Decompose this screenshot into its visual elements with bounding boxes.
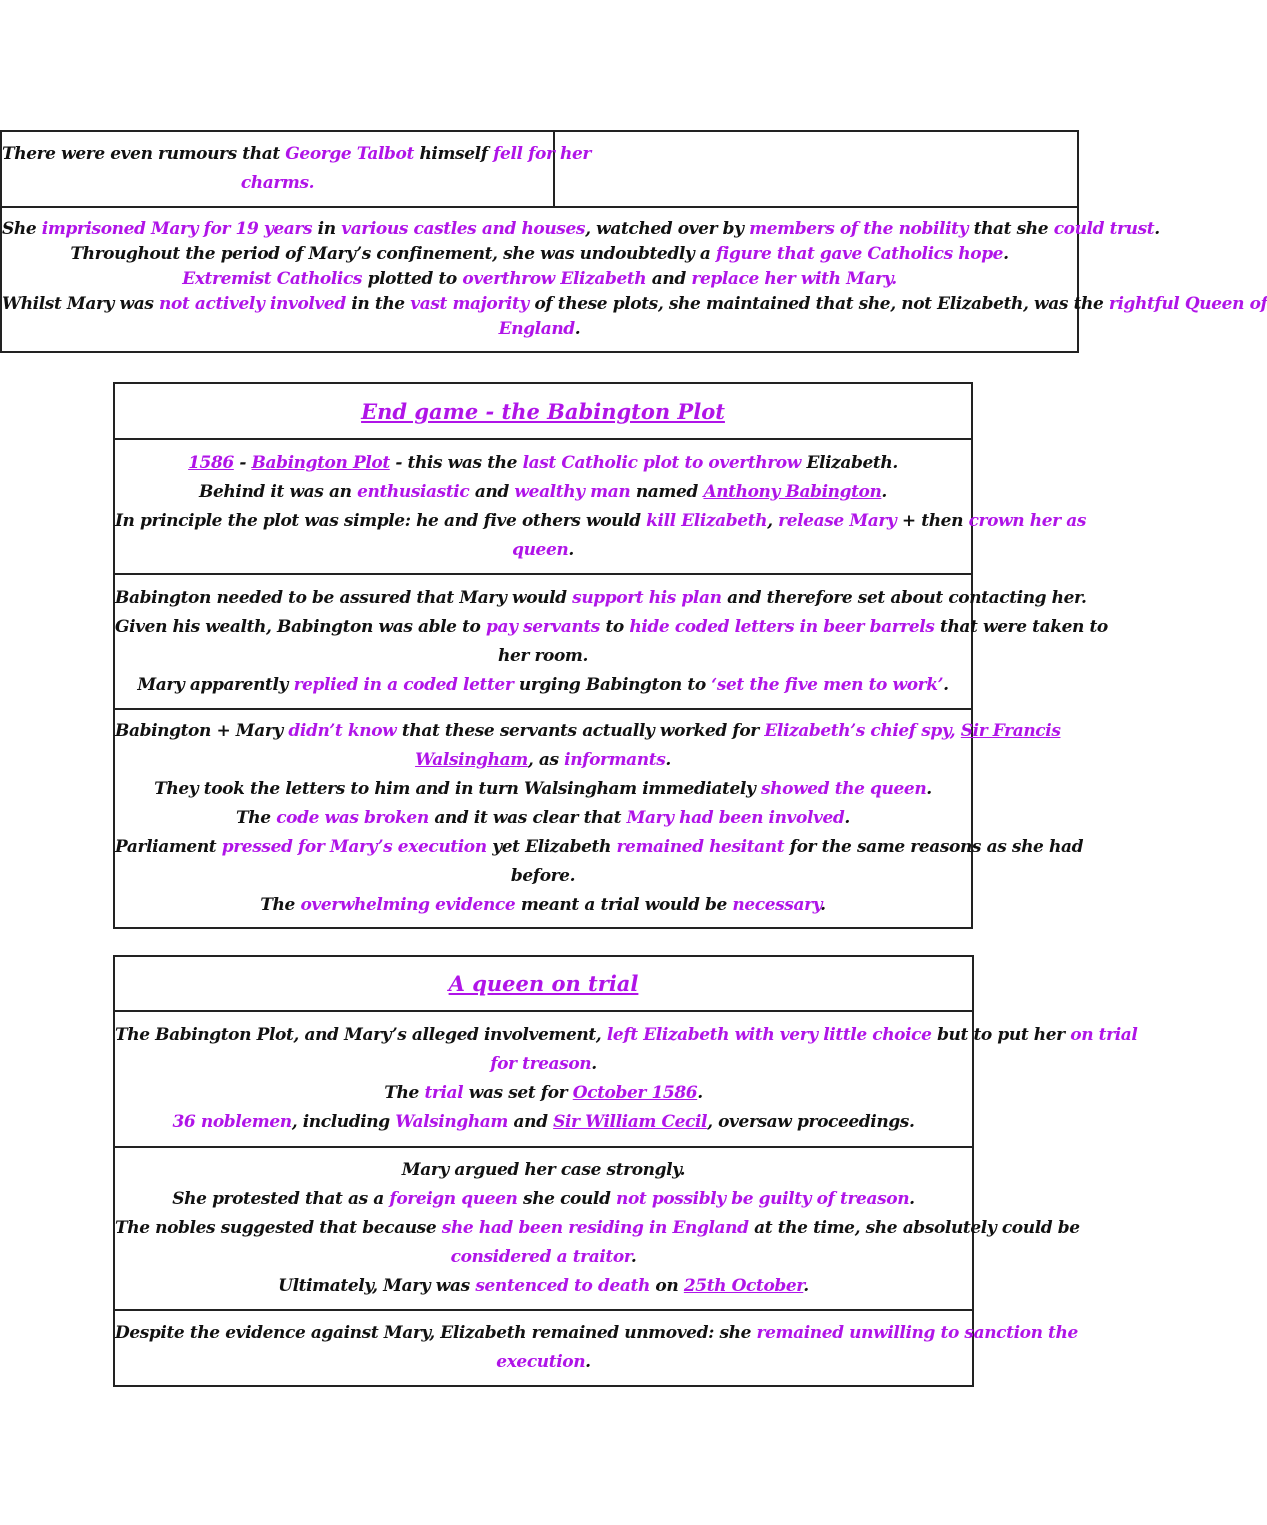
highlight: overthrow Elizabeth [462,269,647,289]
empty-cell [555,132,1077,206]
text-segment: was set for [463,1083,573,1103]
text-segment: himself [413,144,494,164]
text-line [115,536,971,565]
text-segment: + then [896,510,969,531]
top-table [0,130,1267,353]
babington-row-1 [115,440,1086,575]
highlight: fell for her [493,144,591,164]
highlight: kill Elizabeth [646,510,768,531]
text-segment: meant a trial would be [515,895,733,915]
text-segment: and [507,1112,554,1132]
highlight: figure that gave Catholics hope [716,244,1004,264]
highlight: didn’t know [288,721,397,741]
text-line [115,1319,1078,1348]
highlight: crown her as [968,510,1086,531]
underlined-highlight: Sir William Cecil [553,1112,708,1132]
text-segment: Given his wealth, Babington was able to [115,616,487,637]
text-line [115,449,971,478]
text-line [115,1272,972,1301]
text-segment: , watched over by [585,219,750,239]
text-segment: , including [291,1112,396,1132]
text-line [115,804,971,833]
highlight: showed the queen [760,779,927,799]
text-segment: her room. [498,645,588,666]
text-segment: for the same reasons as she had [784,837,1084,857]
text-segment: . [881,481,887,502]
text-segment: she could [517,1189,616,1209]
text-segment: The [236,808,277,828]
text-line [115,642,971,671]
trial-row-1 [115,1012,1138,1148]
text-segment: . [803,1276,809,1296]
text-segment: Elizabeth. [800,452,898,473]
text-segment: Behind it was an [199,481,358,502]
text-segment: , as [527,750,565,770]
text-line [115,833,1084,862]
text-line [115,746,971,775]
text-segment: Mary apparently [137,674,294,695]
text-line [115,1185,972,1214]
highlight: pay servants [486,616,600,637]
highlight: code was broken [276,808,429,828]
highlight: left Elizabeth with very little choice [606,1025,932,1045]
text-segment: on [649,1276,684,1296]
text-segment: Mary argued her case strongly. [401,1160,686,1180]
highlight: considered a traitor [450,1247,631,1267]
highlight: could trust [1053,219,1155,239]
highlight: Extremist Catholics [182,269,363,289]
text-line [115,1243,972,1272]
text-line [115,862,971,891]
text-line [115,717,1061,746]
underlined-highlight: Anthony Babington [703,481,882,502]
text-segment: Parliament [115,837,222,857]
highlight: enthusiastic [357,481,470,502]
text-segment: The [384,1083,425,1103]
underlined-highlight: 1586 [188,452,234,473]
trial-row-3 [115,1311,1078,1385]
highlight: remained hesitant [616,837,785,857]
text-line [115,1021,1138,1050]
text-segment: . [665,750,671,770]
section-title: A queen on trial [448,971,639,996]
text-segment: Throughout the period of Mary’s confinement, she was undoubtedly a [70,244,717,264]
text-line [115,478,971,507]
highlight: replace her with Mary. [691,269,897,289]
text-segment: , [767,510,779,531]
text-segment: plotted to [362,269,463,289]
text-line [115,1348,972,1377]
text-segment: of these plots, she maintained that she, not Elizabeth, was the [528,294,1109,314]
highlight: queen [512,539,569,560]
text-segment: named [630,481,704,502]
text-segment: Despite the evidence against Mary, Elizabeth remained unmoved: she [115,1323,757,1343]
text-segment: Babington needed to be assured that Mary would [115,587,573,608]
text-segment: In principle the plot was simple: he and five others would [115,510,647,531]
text-segment: . [844,808,850,828]
text-segment: , oversaw proceedings. [707,1112,915,1132]
text-segment: There were even rumours that [2,144,286,164]
underlined-highlight: October 1586 [572,1083,698,1103]
section-title-row [115,957,972,1012]
highlight: imprisoned Mary for 19 years [41,219,313,239]
text-segment: urging Babington to [513,674,712,695]
underlined-highlight: 25th October [683,1276,804,1296]
highlight: hide coded letters in beer barrels [629,616,935,637]
text-line [2,242,1077,267]
text-line [2,169,553,198]
highlight: support his plan [572,587,722,608]
text-segment: and [469,481,515,502]
highlight: wealthy man [514,481,631,502]
text-segment: that she [968,219,1054,239]
text-segment: and therefore set about contacting her. [721,587,1087,608]
text-line [115,507,1086,536]
text-segment: . [697,1083,703,1103]
text-segment: at the time, she absolutely could be [748,1218,1080,1238]
section-title: End game - the Babington Plot [361,398,725,424]
text-segment: Whilst Mary was [2,294,160,314]
text-segment: . [1003,244,1009,264]
text-line [115,1108,972,1137]
text-line [115,1214,1080,1243]
text-segment: and [646,269,692,289]
text-line [2,140,591,169]
text-segment: before. [510,866,576,886]
queen-on-trial-table [113,955,1138,1387]
text-line [115,1079,972,1108]
text-segment: in [312,219,342,239]
highlight: informants [564,750,666,770]
highlight: Mary had been involved [626,808,845,828]
highlight: execution [496,1352,586,1372]
text-segment: . [943,674,949,695]
text-segment: The Babington Plot, and Mary’s alleged involvement, [115,1025,607,1045]
highlight: members of the nobility [749,219,969,239]
highlight: foreign queen [389,1189,518,1209]
highlight: replied in a coded letter [293,674,514,695]
text-segment: in the [345,294,411,314]
highlight: remained unwilling to sanction the [756,1323,1078,1343]
underlined-highlight: Walsingham [415,750,528,770]
highlight: on trial [1070,1025,1138,1045]
section-title-row [115,384,971,440]
text-segment: Babington + Mary [115,721,289,741]
text-segment: She [2,219,42,239]
text-line [115,775,971,804]
highlight: England [498,319,575,339]
text-segment: - [233,452,252,473]
highlight: various castles and houses [341,219,586,239]
text-segment: Ultimately, Mary was [278,1276,476,1296]
text-segment: but to put her [931,1025,1071,1045]
text-line [2,267,1077,292]
highlight: overwhelming evidence [300,895,516,915]
text-segment: yet Elizabeth [486,837,617,857]
text-segment: The [260,895,301,915]
babington-row-2 [115,575,1108,710]
highlight: not possibly be guilty of treason [616,1189,910,1209]
highlight: George Talbot [285,144,414,164]
text-line [115,671,971,700]
text-segment: that were taken to [934,616,1108,637]
text-segment: . [820,895,826,915]
highlight: 36 noblemen [172,1112,292,1132]
text-segment: . [568,539,574,560]
text-segment: . [1154,219,1160,239]
text-segment: . [574,319,581,339]
highlight: ‘set the five men to work’ [711,674,944,695]
text-segment: . [591,1054,597,1074]
highlight: Walsingham [395,1112,508,1132]
trial-row-2 [115,1148,1080,1311]
text-segment: that these servants actually worked for [396,721,765,741]
babington-row-3 [115,710,1084,927]
highlight: last Catholic plot to overthrow [522,452,801,473]
text-segment: . [585,1352,591,1372]
top-grid-row [2,132,1077,208]
highlight: Elizabeth’s chief spy, [764,721,961,741]
text-line [115,1156,972,1185]
underlined-highlight: Sir Francis [960,721,1061,741]
babington-plot-table [113,382,1108,929]
text-line [2,292,1267,317]
highlight: pressed for Mary’s execution [221,837,487,857]
text-segment: . [926,779,932,799]
highlight: trial [424,1083,464,1103]
text-segment: . [909,1189,915,1209]
highlight: charms. [240,173,315,193]
underlined-highlight: Babington Plot [251,452,390,473]
text-segment: and it was clear that [428,808,627,828]
highlight: rightful Queen of [1108,294,1267,314]
text-line [115,584,1087,613]
rumour-cell [2,132,591,206]
highlight: for treason [490,1054,592,1074]
text-line [2,317,1077,342]
text-segment: - this was the [389,452,523,473]
text-line [115,1050,972,1079]
text-segment: . [630,1247,637,1267]
highlight: necessary [732,895,821,915]
text-segment: They took the letters to him and in turn Walsingham immediately [154,779,761,799]
highlight: vast majority [410,294,529,314]
text-line [115,891,971,920]
text-line [115,613,1108,642]
text-segment: She protested that as a [172,1189,390,1209]
text-line [2,217,1160,242]
imprisonment-paragraph [2,208,1267,351]
highlight: not actively involved [159,294,346,314]
text-segment: The nobles suggested that because [115,1218,442,1238]
highlight: release Mary [778,510,897,531]
highlight: she had been residing in England [441,1218,749,1238]
highlight: sentenced to death [475,1276,650,1296]
text-segment: to [599,616,630,637]
